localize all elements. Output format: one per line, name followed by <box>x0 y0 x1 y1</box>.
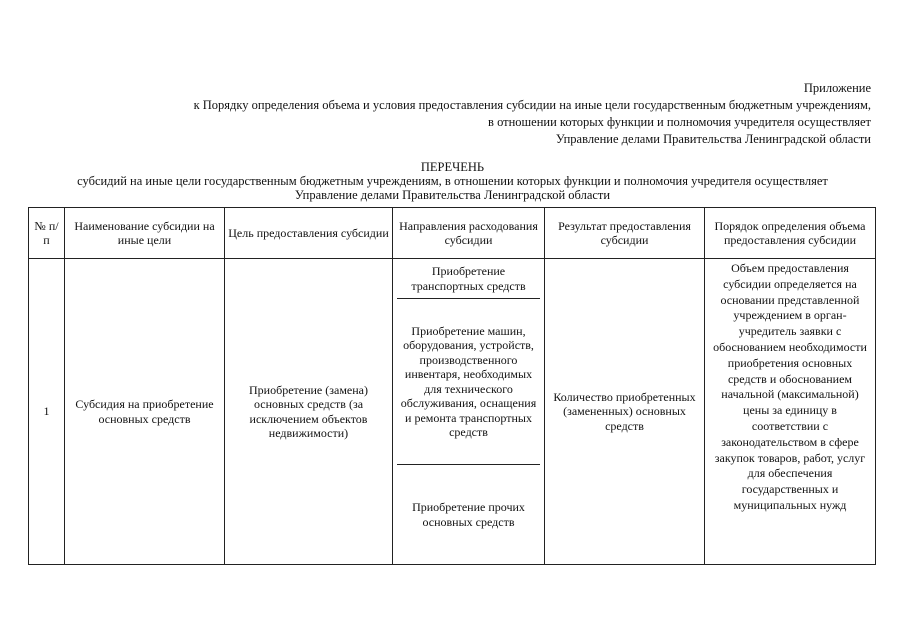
direction-item: Приобретение машин, оборудования, устройств, производственного инвентаря, необходимых для технического обслуживания, оснащения и ремонта транспортных средств <box>397 299 540 465</box>
row-num: 1 <box>29 259 65 565</box>
appendix-reference-line1: к Порядку определения объема и условия предоставления субсидии на иные цели государственным бюджетным учреждениям, <box>193 98 871 112</box>
row-order: Объем предоставления субсидии определяется на основании представленной учреждением в орган-учредитель заявки с обоснованием необходимости приобретения основных средств и обоснованием начальной (максимальной) цены за единицу в соответствии с законодательством в сфере закупок товаров, работ, услуг для обеспечения государственных и муниципальных нужд <box>705 259 876 565</box>
appendix-label: Приложение <box>803 81 871 95</box>
appendix-header <box>194 80 871 148</box>
row-goal: Приобретение (замена) основных средств (за исключением объектов недвижимости) <box>225 259 393 565</box>
header-goal: Цель предоставления субсидии <box>225 208 393 259</box>
subtitle-line1: субсидий на иные цели государственным бюджетным учреждениям, в отношении которых функции и полномочия учредителя осуществляет <box>77 174 828 188</box>
appendix-reference-line2: в отношении которых функции и полномочия учредителя осуществляет <box>488 115 871 129</box>
table-row <box>29 259 876 565</box>
subsidy-table <box>28 207 876 565</box>
document-subtitle <box>0 175 905 202</box>
row-directions <box>393 259 545 565</box>
document-title: ПЕРЕЧЕНЬ <box>420 160 485 174</box>
subtitle-line2: Управление делами Правительства Ленинградской области <box>294 187 611 202</box>
header-name: Наименование субсидии на иные цели <box>65 208 225 259</box>
header-result: Результат предоставления субсидии <box>545 208 705 259</box>
header-num: № п/п <box>29 208 65 259</box>
appendix-reference-line3: Управление делами Правительства Ленинградской области <box>555 132 871 146</box>
row-name: Субсидия на приобретение основных средств <box>65 259 225 565</box>
header-directions: Направления расходования субсидии <box>393 208 545 259</box>
direction-item: Приобретение транспортных средств <box>397 259 540 299</box>
direction-item: Приобретение прочих основных средств <box>412 500 525 529</box>
table-header-row <box>29 208 876 259</box>
header-order: Порядок определения объема предоставления субсидии <box>705 208 876 259</box>
row-result: Количество приобретенных (замененных) основных средств <box>545 259 705 565</box>
